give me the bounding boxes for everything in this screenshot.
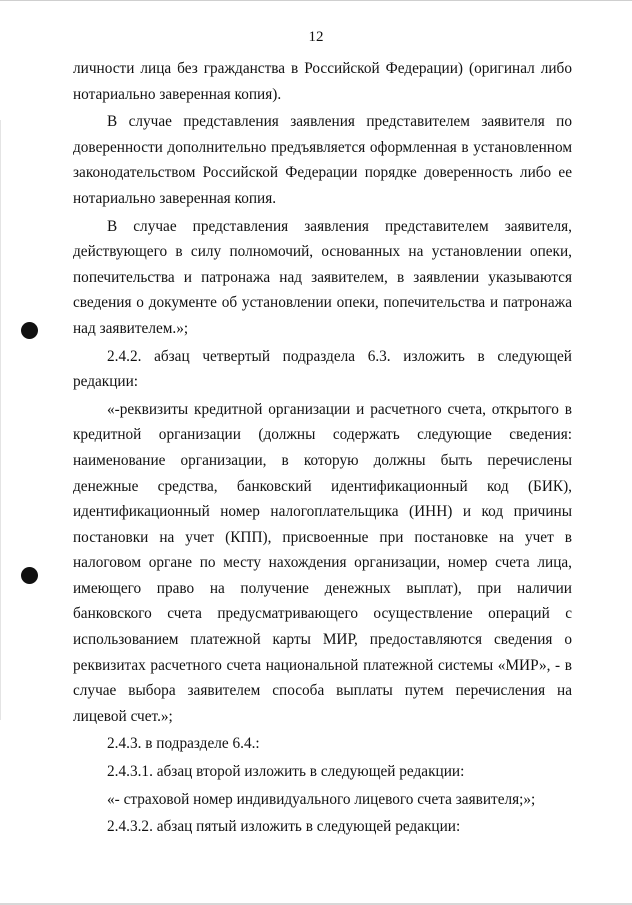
page-number: 12 [308, 29, 324, 45]
document-body [73, 56, 572, 842]
paragraph-snils-quote: «- страховой номер индивидуального лицевого счета заявителя;»; [107, 790, 536, 808]
paragraph-item-2-4-3-2: 2.4.3.2. абзац пятый изложить в следующей редакции: [107, 818, 461, 836]
paragraph-item-2-4-3-1: 2.4.3.1. абзац второй изложить в следующей редакции: [107, 763, 465, 781]
scan-top-edge [0, 0, 632, 1]
paragraph-item-2-4-2: 2.4.2. абзац четвертый подраздела 6.3. изложить в следующей редакции: [73, 347, 572, 391]
punch-hole-bottom [21, 567, 38, 584]
punch-hole-top [21, 322, 38, 339]
scan-left-edge [0, 120, 1, 720]
paragraph-item-2-4-3: 2.4.3. в подразделе 6.4.: [107, 735, 260, 753]
paragraph-proxy-representative: В случае представления заявления представителем заявителя по доверенности дополнительно предъявляется оформленная в установленном законодательством Российской Федерации порядке доверенность либо ее нотариально заверенная копия. [73, 113, 572, 207]
paragraph-continuation: личности лица без гражданства в Российской Федерации) (оригинал либо нотариально заверенная копия). [73, 60, 572, 103]
paragraph-guardianship-representative: В случае представления заявления представителем заявителя, действующего в силу полномочий, основанных на установлении опеки, попечительства и патронажа над заявителем, в заявлении указываются сведения о документе об установлении опеки, попечительства и патронажа над заявителем.»; [73, 217, 572, 337]
paragraph-bank-details: «-реквизиты кредитной организации и расчетного счета, открытого в кредитной организации (должны содержать следующие сведения: наименование организации, в которую должны быть перечислены денежные средства, банковский идентификационный код (БИК), идентификационный номер налогоплательщика (ИНН) и код причины постановки на учет (КПП), присвоенные при постановке на учет в налоговом органе по месту нахождения организации, номер счета лица, имеющего право на получение денежных выплат), при наличии банковского счета предусматривающего осуществление операций с использованием платежной карты МИР, предоставляются сведения о реквизитах расчетного счета национальной платежной системы «МИР», - в случае выбора заявителем способа выплаты путем перечисления на лицевой счет.»; [73, 400, 572, 725]
